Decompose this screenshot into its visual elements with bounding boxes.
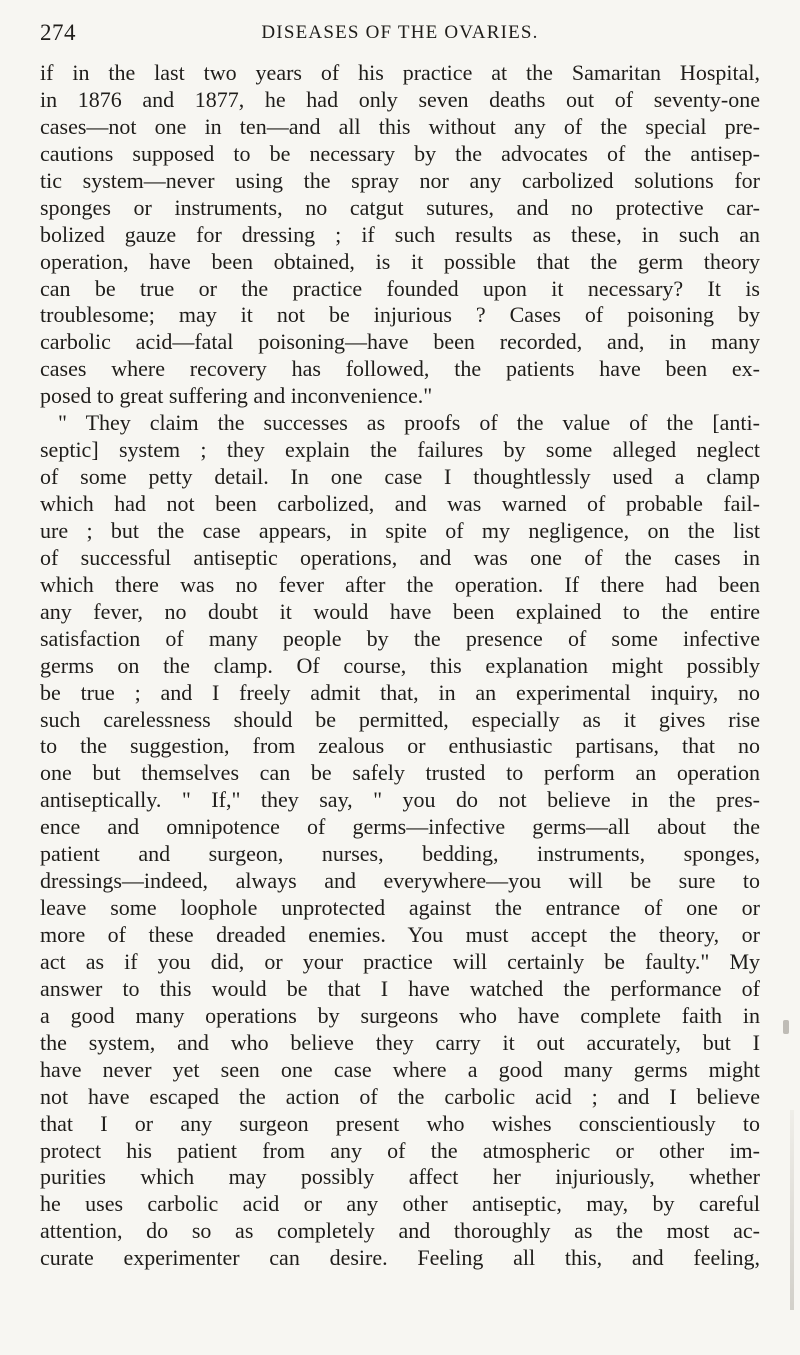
text-line: of successful antiseptic operations, and was one of the cases in: [40, 544, 760, 570]
text-line: not have escaped the action of the carbolic acid ; and I believe: [40, 1083, 760, 1109]
text-line: of some petty detail. In one case I thoughtlessly used a clamp: [40, 464, 760, 490]
page-edge-mark: [783, 1020, 789, 1034]
text-line: in 1876 and 1877, he had only seven deaths out of seventy-one: [40, 86, 760, 112]
page-number: 274: [40, 20, 76, 45]
text-line: cases—not one in ten—and all this without any of the special pre-: [40, 113, 760, 139]
text-line: attention, do so as completely and thoroughly as the most ac-: [40, 1218, 760, 1244]
text-line: answer to this would be that I have watched the performance of: [40, 975, 760, 1001]
text-line: which there was no fever after the operation. If there had been: [40, 571, 760, 597]
text-line: posed to great suffering and inconvenience.": [40, 383, 433, 409]
text-line: satisfaction of many people by the presence of some infective: [40, 625, 760, 651]
text-line: if in the last two years of his practice at the Samaritan Hospital,: [40, 60, 760, 85]
text-line: carbolic acid—fatal poisoning—have been recorded, and, in many: [40, 329, 760, 355]
text-line: tic system—never using the spray nor any carbolized solutions for: [40, 167, 760, 193]
text-line: any fever, no doubt it would have been explained to the entire: [40, 598, 760, 624]
text-line: to the suggestion, from zealous or enthusiastic partisans, that no: [40, 733, 760, 759]
body-text: [40, 60, 760, 1272]
text-line: leave some loophole unprotected against the entrance of one or: [40, 895, 760, 921]
text-line: a good many operations by surgeons who have complete faith in: [40, 1002, 760, 1028]
text-line: can be true or the practice founded upon it necessary? It is: [40, 275, 760, 301]
text-line: more of these dreaded enemies. You must accept the theory, or: [40, 922, 760, 947]
text-line: have never yet seen one case where a good many germs might: [40, 1056, 760, 1082]
page-edge-shadow: [790, 1110, 794, 1310]
text-line: " They claim the successes as proofs of the value of the [anti-: [58, 410, 760, 436]
text-line: that I or any surgeon present who wishes conscientiously to: [40, 1110, 760, 1136]
text-line: sponges or instruments, no catgut sutures, and no protective car-: [40, 194, 760, 220]
text-line: curate experimenter can desire. Feeling all this, and feeling,: [40, 1245, 760, 1271]
text-line: one but themselves can be safely trusted to perform an operation: [40, 760, 760, 786]
text-line: be true ; and I freely admit that, in an experimental inquiry, no: [40, 679, 760, 705]
text-line: cautions supposed to be necessary by the advocates of the antisep-: [40, 140, 760, 166]
text-line: bolized gauze for dressing ; if such results as these, in such an: [40, 221, 760, 247]
text-line: antiseptically. " If," they say, " you do not believe in the pres-: [40, 787, 760, 813]
running-title: DISEASES OF THE OVARIES.: [261, 22, 539, 43]
text-line: ure ; but the case appears, in spite of my negligence, on the list: [40, 517, 760, 543]
text-line: protect his patient from any of the atmospheric or other im-: [40, 1137, 760, 1163]
text-line: operation, have been obtained, is it possible that the germ theory: [40, 248, 760, 274]
text-line: troublesome; may it not be injurious ? Cases of poisoning by: [40, 302, 760, 328]
running-head: [40, 20, 760, 50]
text-line: dressings—indeed, always and everywhere—you will be sure to: [40, 868, 760, 894]
text-line: purities which may possibly affect her injuriously, whether: [40, 1164, 760, 1190]
text-line: act as if you did, or your practice will certainly be faulty." My: [40, 948, 760, 974]
text-line: septic] system ; they explain the failures by some alleged neglect: [40, 437, 760, 463]
text-line: cases where recovery has followed, the patients have been ex-: [40, 356, 760, 382]
text-line: such carelessness should be permitted, especially as it gives rise: [40, 706, 760, 732]
text-line: germs on the clamp. Of course, this explanation might possibly: [40, 652, 760, 678]
text-line: the system, and who believe they carry it out accurately, but I: [40, 1029, 760, 1055]
text-line: ence and omnipotence of germs—infective germs—all about the: [40, 814, 760, 840]
text-line: he uses carbolic acid or any other antiseptic, may, by careful: [40, 1191, 760, 1217]
text-line: patient and surgeon, nurses, bedding, instruments, sponges,: [40, 841, 760, 867]
text-line: which had not been carbolized, and was warned of probable fail-: [40, 491, 760, 516]
